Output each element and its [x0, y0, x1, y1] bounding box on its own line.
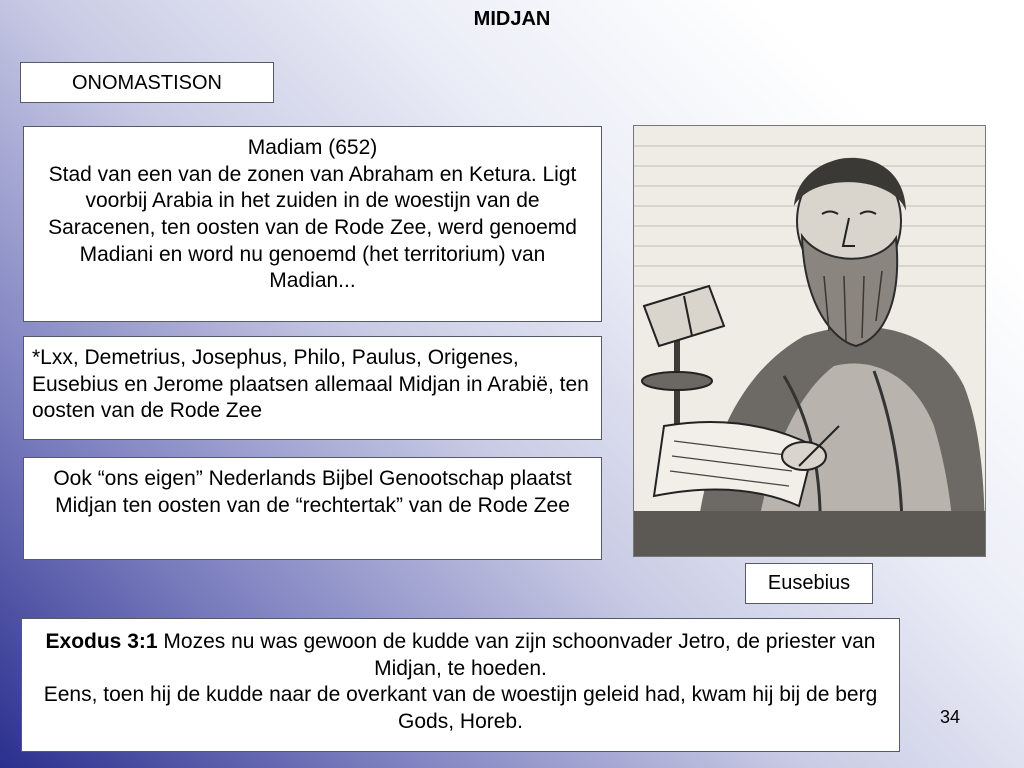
- onomastison-label: ONOMASTISON: [20, 62, 274, 103]
- exodus-line-1: Mozes nu was gewoon de kudde van zijn schoonvader Jetro, de priester van Midjan, te hoeden.: [157, 630, 876, 680]
- madiam-heading: Madiam (652): [247, 136, 378, 159]
- lxx-note-textbox: *Lxx, Demetrius, Josephus, Philo, Paulus, Origenes, Eusebius en Jerome plaatsen allemaal Midjan in Arabië, ten oosten van de Rode Zee: [23, 336, 602, 440]
- eusebius-portrait-image: [633, 125, 986, 557]
- page-number: 34: [939, 707, 961, 727]
- nbg-note-textbox: Ook “ons eigen” Nederlands Bijbel Genootschap plaatst Midjan ten oosten van de “rechtertak” van de Rode Zee: [23, 457, 602, 560]
- madiam-body: Stad van een van de zonen van Abraham en Ketura. Ligt voorbij Arabia in het zuiden in de woestijn van de Saracenen, ten oosten van de Rode Zee, werd genoemd Madiani en word nu genoemd (het territorium) van Madian...: [48, 162, 577, 293]
- slide-title: MIDJAN: [473, 8, 551, 30]
- madiam-textbox: [23, 126, 602, 322]
- exodus-reference: Exodus 3:1: [45, 630, 158, 653]
- portrait-caption: Eusebius: [745, 563, 873, 604]
- exodus-quote-textbox: [21, 618, 900, 752]
- eusebius-engraving-illustration: [634, 126, 985, 556]
- exodus-line-2: Eens, toen hij de kudde naar de overkant van de woestijn geleid had, kwam hij bij de berg Gods, Horeb.: [43, 683, 878, 733]
